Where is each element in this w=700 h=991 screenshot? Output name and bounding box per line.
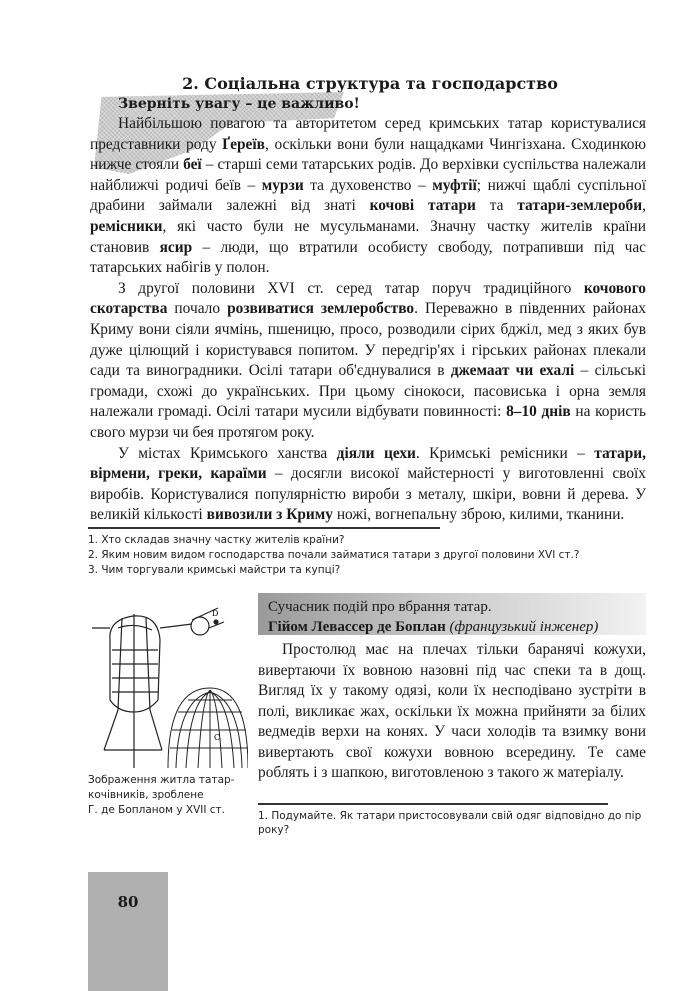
source-divider <box>258 803 608 805</box>
main-text <box>90 114 646 526</box>
paragraph-crafts: У містах Кримського ханства діяли цехи. Кримські ремісники – татари, вірмени, греки, караїми – досягли високої майстерності у виготовленні своїх виробів. Користувалися популярністю вироби з металу, шкіри, вовни й дерева. У великій кількості вивозили з Криму ножі, вогнепальну зброю, килими, тканини. <box>90 444 646 524</box>
paragraph-economy: З другої половини XVI ст. серед татар поруч традиційного кочового скотарства почало розвиватися землеробство. Переважно в південних районах Криму вони сіяли ячмінь, пшеницю, просо, розводили сірих бджіл, мед з яких був дуже цілющий і користувався попитом. У передгір'ях і гірських районах плекали сади та виноградники. Осілі татари об'єднувалися в джемаат чи ехалі – сільські громади, схожі до українських. При цьому сінокоси, пасовиська і орна земля належали громаді. Осілі татари мусили відбувати повинності: 8–10 днів на користь свого мурзи чи бея протягом року. <box>90 279 647 441</box>
source-author: Гійом Левассер де Боплан <box>268 619 446 635</box>
tatar-dwelling-illustration <box>88 600 248 768</box>
source-question: 1. Подумайте. Як татари пристосовували свій одяг відповідно до пір року? <box>258 810 642 836</box>
questions-divider <box>88 527 440 529</box>
paragraph-social-structure: Найбільшою повагою та авторитетом серед кримських татар користувалися представники роду Ґереїв, оскільки вони були нащадками Чингізхана. Сходинкою нижче стояли беї – старші семи татарських родів. До верхівки суспільства належали найближчі родичі беїв – мурзи та духовенство – муфтії; нижчі щаблі суспільної драбини займали залежні від знаті кочові татари та татари-землероби, ремісники, які часто були не мусульманами. Значну частку жителів країни становив ясир – люди, що втратили особисту свободу, потрапивши під час татарських набігів у полон. <box>90 115 647 277</box>
figure-label-d: D <box>212 609 219 618</box>
attention-note: Зверніть увагу – це важливо! <box>118 96 360 112</box>
source-author-line <box>268 617 598 637</box>
question-item: 1. Хто складав значну частку жителів країни? <box>88 534 345 546</box>
page-number-tab <box>88 872 168 991</box>
question-item: 2. Яким новим видом господарства почали займатися татари з другої половини XVI ст.? <box>88 549 580 561</box>
source-quote: Простолюд має на плечах тільки баранячі кожухи, вивертаючи їх вовною назовні під час спеки та в дощ. Вигляд їх у такому одязі, коли їх несподівано зустріти в полі, викликає жах, оскільки їх можна прийняти за білих ведмедів верхи на конях. У часи холодів та взимку вони вивертають свої кожухи вовною всередину. Те саме роблять і з шапкою, виготовленою з такого ж матеріалу. <box>258 641 646 781</box>
page-number: 80 <box>117 893 139 911</box>
figure-caption: Зображення житла татар- кочівників, зроблене Г. де Бопланом у XVII ст. <box>88 774 235 816</box>
section-title: 2. Соціальна структура та господарство <box>182 74 558 93</box>
figure-label-c: C <box>214 733 221 742</box>
review-questions <box>88 533 648 578</box>
source-heading: Сучасник подій про вбрання татар. <box>268 599 492 615</box>
source-author-role: (французький інженер) <box>449 619 599 635</box>
question-item: 3. Чим торгували кримські майстри та купці? <box>88 564 341 576</box>
